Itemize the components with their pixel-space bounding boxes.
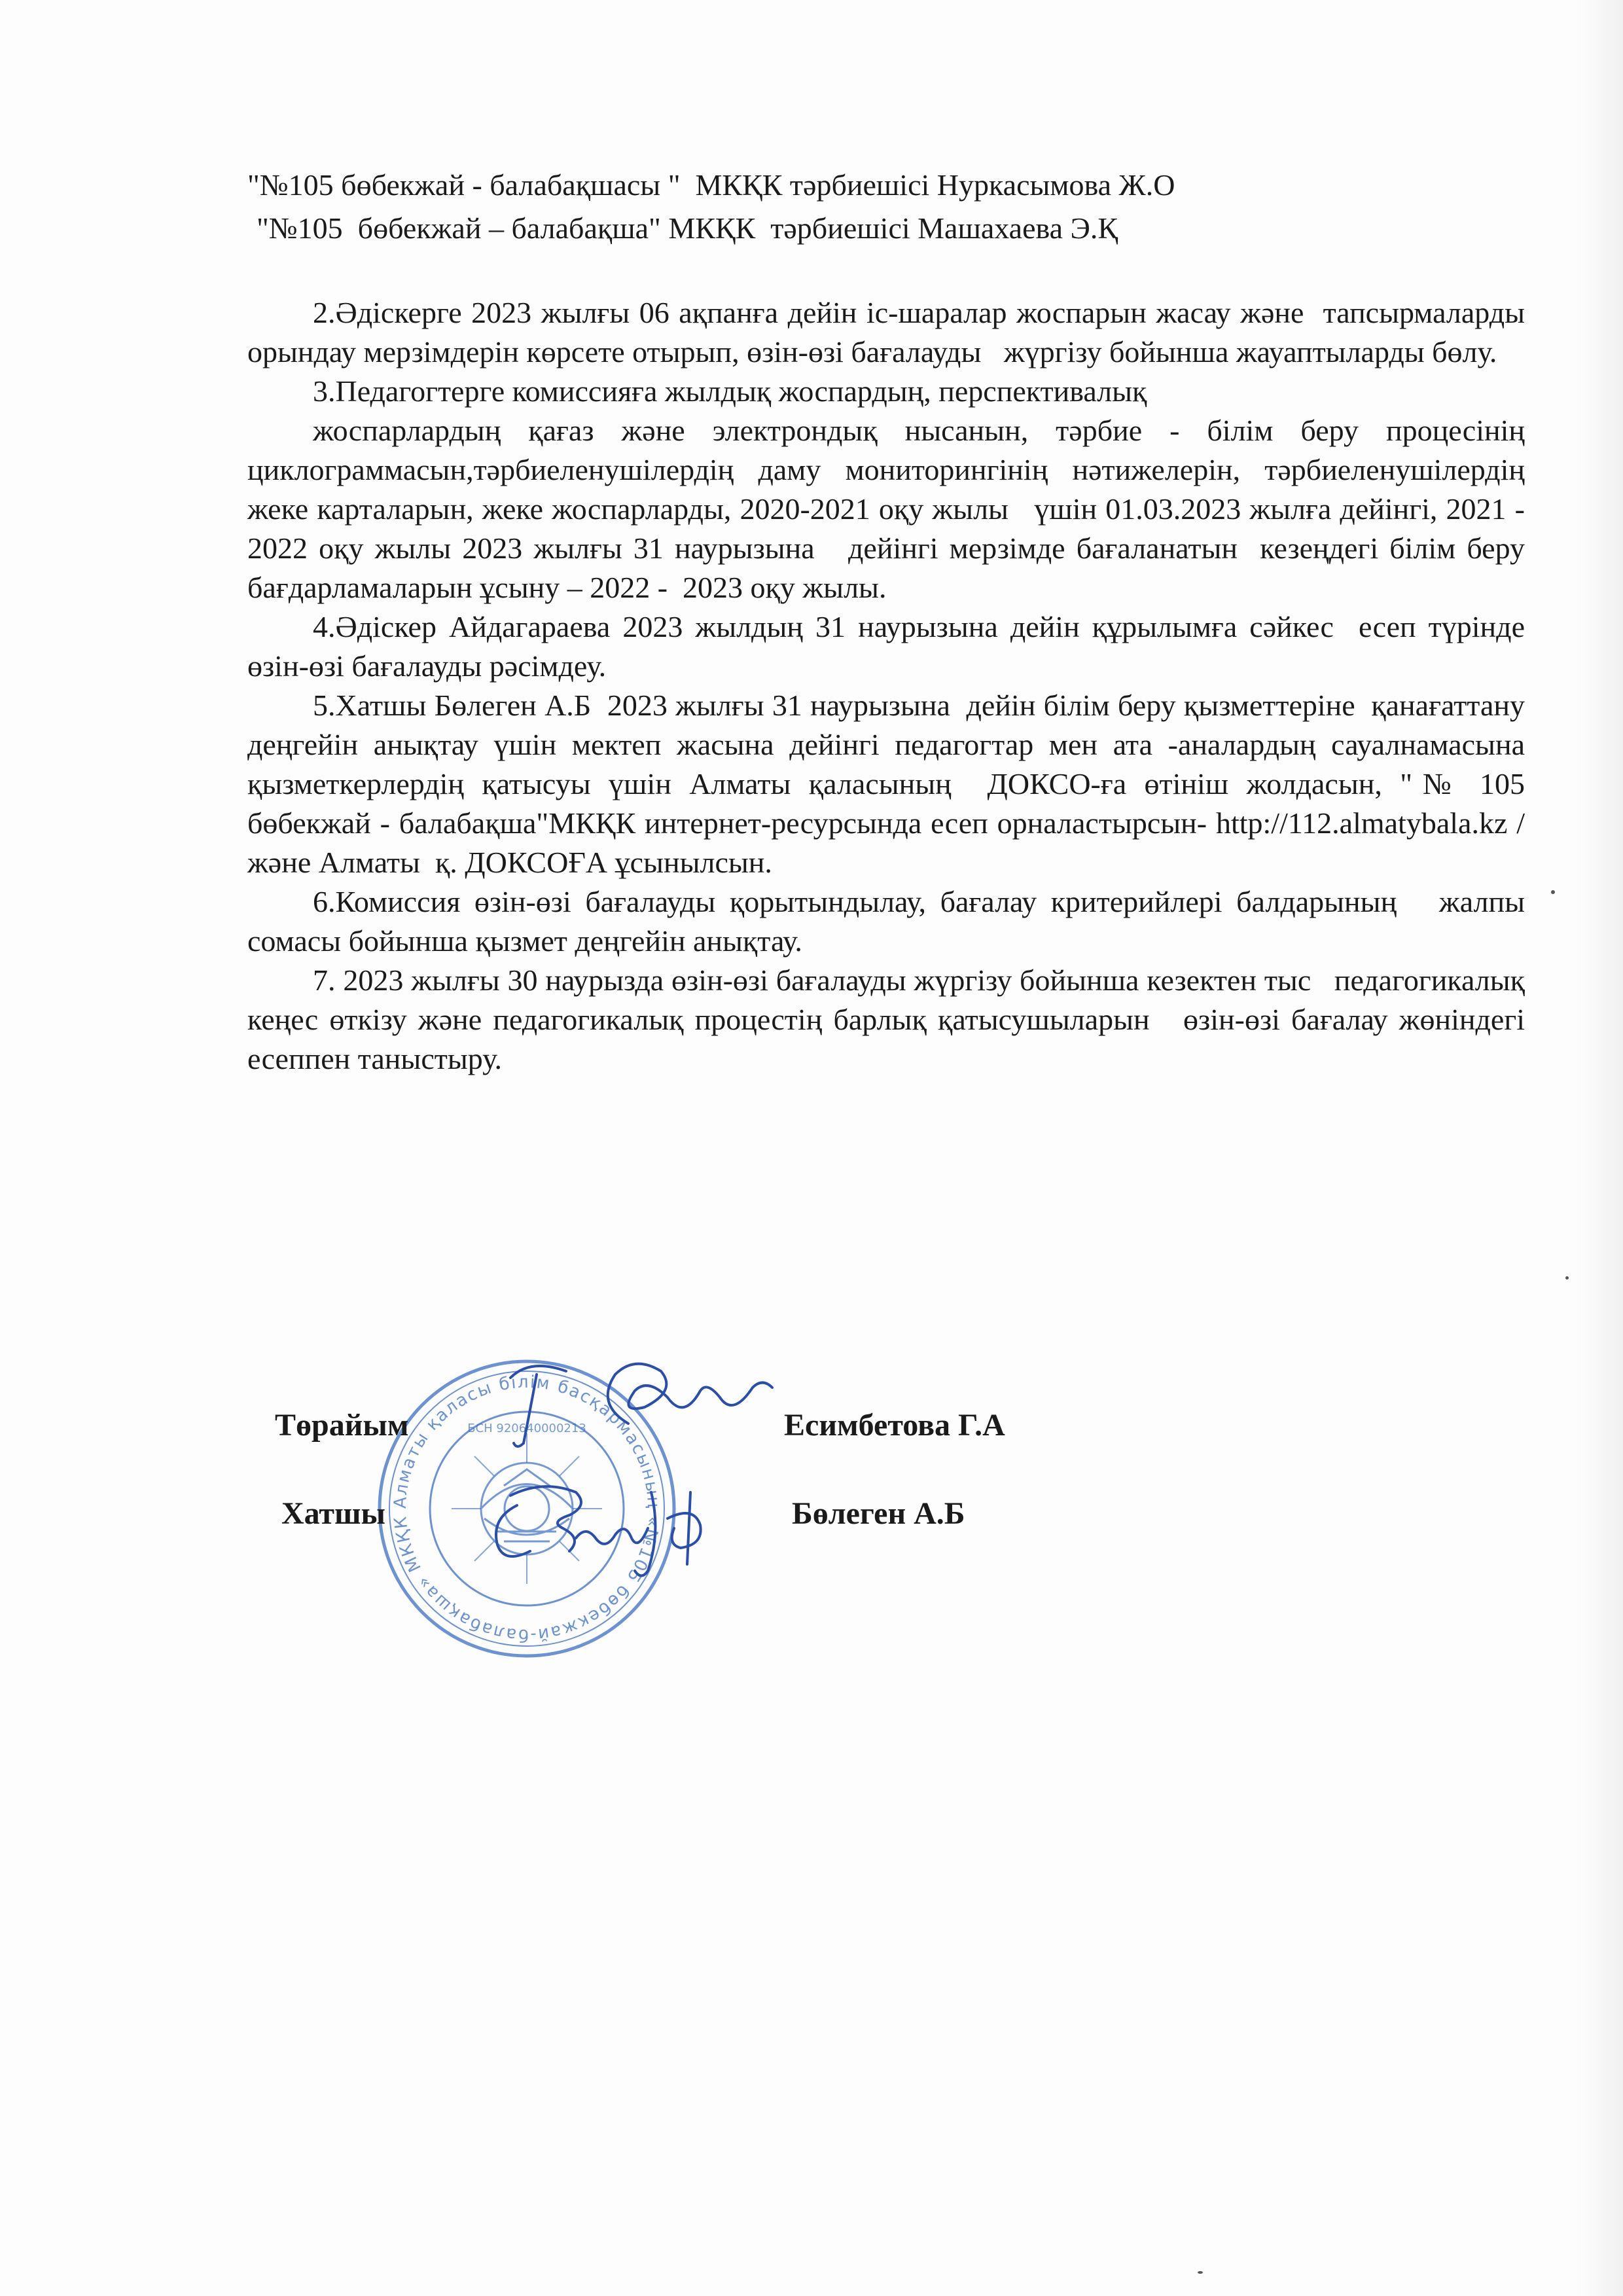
item-7: 7. 2023 жылғы 30 наурызда өзін-өзі бағалауды жүргізу бойынша кезектен тыс педагогикалық кеңес өткізу және педагогикалық процестің барлық қатысушыларын өзін-өзі бағалау жөніндегі есеппен таныстыру. <box>247 963 1533 1075</box>
item-6: 6.Комиссия өзін-өзі бағалауды қорытындылау, бағалау критерийлері балдарының жалпы сомасы бойынша қызмет деңгейін анықтау. <box>247 885 1533 958</box>
signature-block <box>275 1394 1387 1610</box>
chair-handwritten-signature <box>504 1352 779 1469</box>
item-3-heading: 3.Педагогтерге комиссияға жылдық жоспардың, перспективалық <box>313 374 1147 408</box>
document-body <box>247 293 1533 1079</box>
secretary-name: Бөлеген А.Б <box>792 1496 965 1531</box>
header-line-1: "№105 бөбекжай - балабақшасы " МКҚК тәрбиешісі Нуркасымова Ж.О <box>247 168 1175 202</box>
chair-name: Есимбетова Г.А <box>784 1408 1005 1443</box>
item-4: 4.Әдіскер Айдагараева 2023 жылдың 31 наурызына дейін құрылымға сәйкес есеп түрінде өзін-өзі бағалауды рәсімдеу. <box>247 610 1533 683</box>
stamp-center-text: БСН 920640000213 <box>467 1422 586 1435</box>
signature-row-chair <box>275 1407 1387 1453</box>
scan-speck <box>1551 890 1555 894</box>
chair-role: Төрайым <box>275 1408 409 1443</box>
item-5: 5.Хатшы Бөлеген А.Б 2023 жылғы 31 наурызына дейін білім беру қызметтеріне қанағаттану деңгейін анықтау үшін мектеп жасына дейінгі педагогтар мен ата -аналардың сауалнамасына қызметкерлердің қатысуы үшін Алматы қаласының ДОКСО-ға өтініш жолдасын, "№ 105 бөбекжай - балабақша"МКҚК интернет-ресурсында есеп орналастырсын- http://112.almatybala.kz /және Алматы қ. ДОКСОҒА ұсынылсын. <box>247 689 1533 879</box>
scan-speck <box>1198 2271 1203 2274</box>
scan-shadow <box>1577 0 1623 2296</box>
secretary-role: Хатшы <box>281 1496 385 1531</box>
signature-row-secretary <box>275 1496 1387 1541</box>
item-3-body: жоспарлардың қағаз және электрондық нысанын, тәрбие - білім беру процесінің циклограммасын,тәрбиеленушілердің даму мониторингінің нәтижелерін, тәрбиеленушілердің жеке карталарын, жеке жоспарларды, 2020-2021 оқу жылы үшін 01.03.2023 жылға дейінгі, 2021 - 2022 оқу жылы 2023 жылғы 31 наурызына дейінгі мерзімде бағаланатын кезеңдегі білім беру бағдарламаларын ұсыну – 2022 - 2023 оқу жылы. <box>247 414 1533 604</box>
stamp-ring-text: Алматы қаласы білім басқармасының «№105 бөбекжай-балабақша» МКҚК <box>390 1372 664 1645</box>
header-line-2: "№105 бөбекжай – балабақша" МКҚК тәрбиешісі Машахаева Э.Қ <box>257 211 1118 245</box>
scan-speck <box>1565 1276 1569 1280</box>
item-2: 2.Әдіскерге 2023 жылғы 06 ақпанға дейін іс-шаралар жоспарын жасау және тапсырмаларды орындау мерзімдерін көрсете отырып, өзін-өзі бағалауды жүргізу бойынша жауаптыларды бөлу. <box>247 296 1533 368</box>
document-header <box>247 164 1491 250</box>
secretary-handwritten-signature <box>471 1466 746 1584</box>
